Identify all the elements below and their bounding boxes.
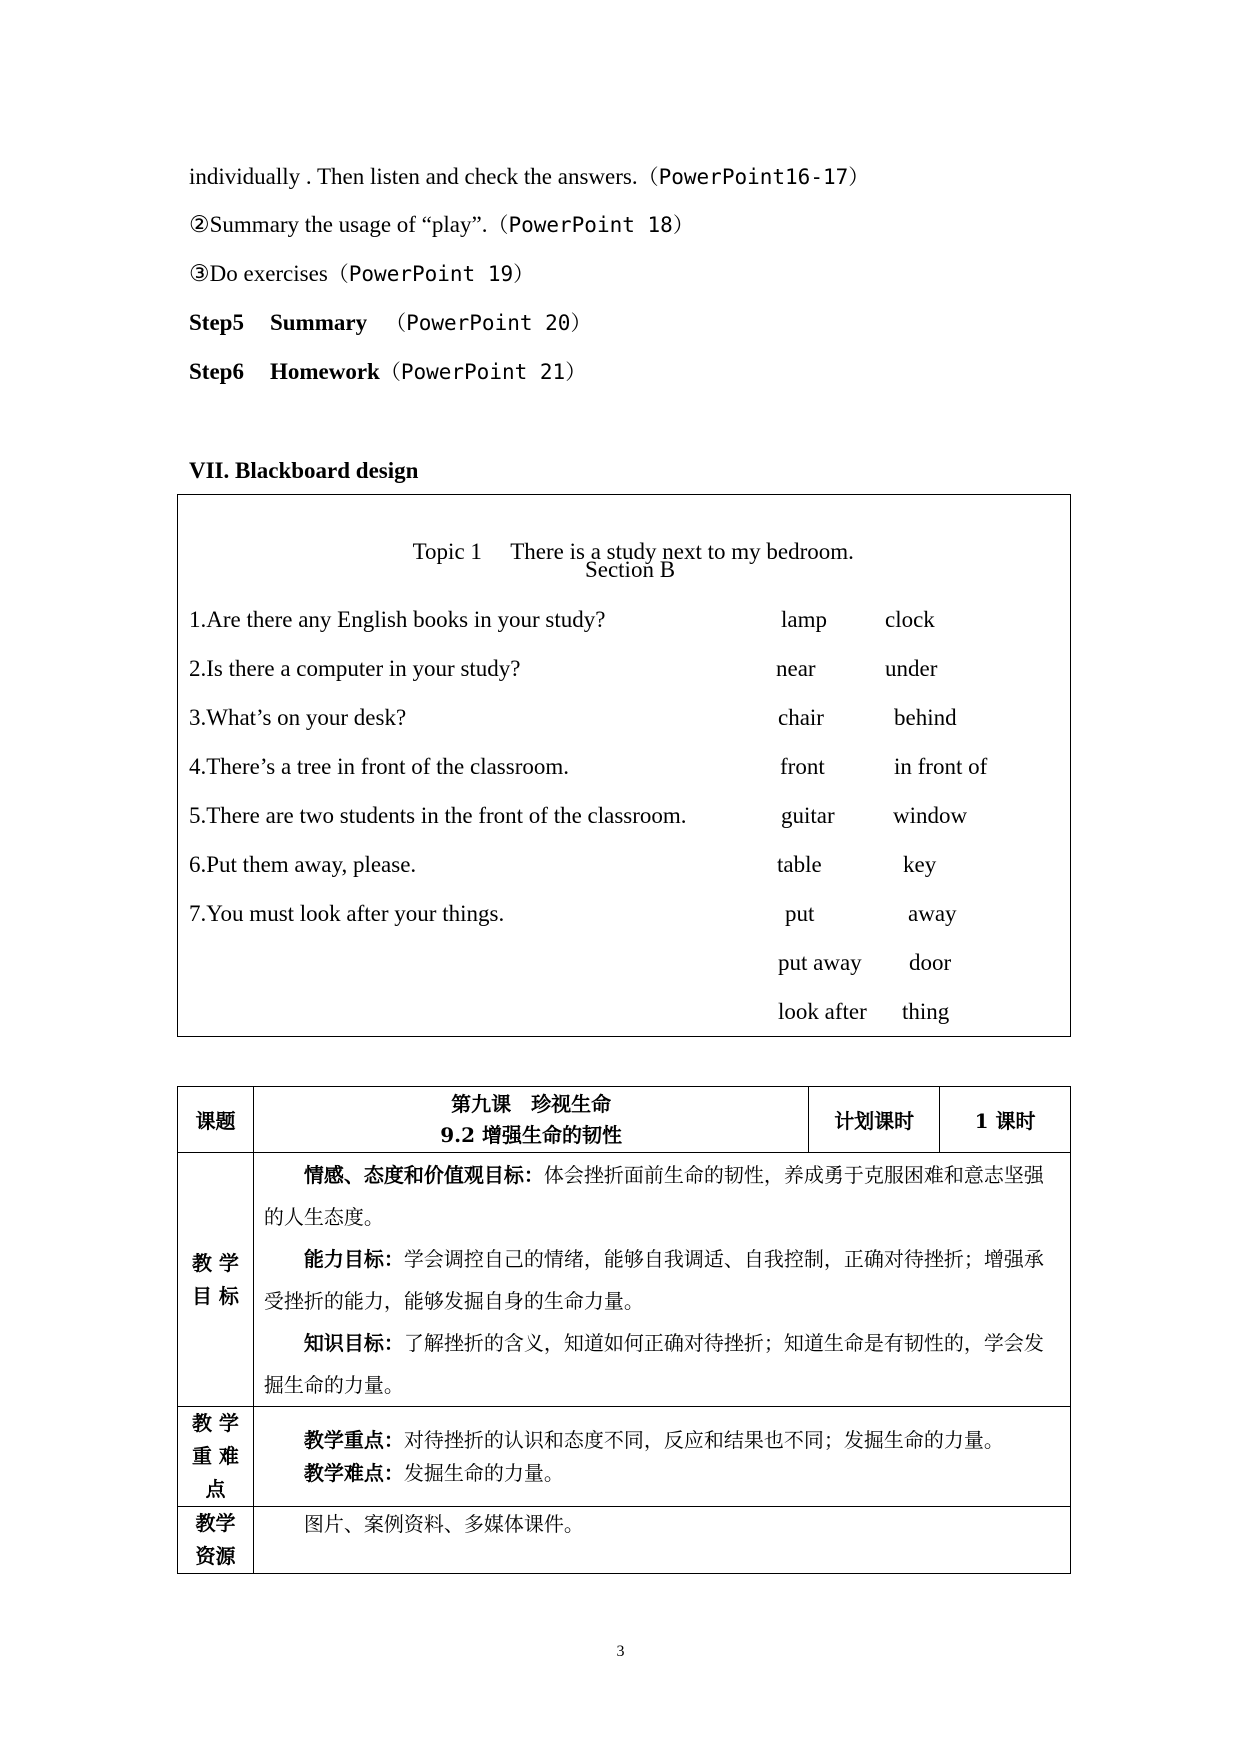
step-line-3-text: ③Do exercises — [189, 261, 328, 286]
sentence-7: 7.You must look after your things. — [189, 901, 505, 926]
word-right-5: window — [893, 803, 968, 828]
teaching-goals-label — [178, 1153, 254, 1407]
key-points-label — [178, 1407, 254, 1507]
blackboard-heading: VII. Blackboard design — [189, 458, 419, 483]
step-line-3-powerpoint: （PowerPoint 19） — [327, 262, 535, 286]
word-right-3: behind — [894, 705, 957, 730]
blackboard-box — [177, 494, 1071, 1037]
key-point-text: 对待挫折的认识和态度不同，反应和结果也不同；发掘生命的力量。 — [403, 1427, 1004, 1452]
teaching-goals-content — [253, 1153, 1070, 1407]
teaching-goals-row — [178, 1153, 1071, 1407]
planned-hours-value: 1 课时 — [940, 1087, 1071, 1153]
goal-ability — [254, 1238, 1070, 1322]
step6-title: Homework — [269, 359, 380, 384]
word-left-1: lamp — [781, 607, 827, 632]
difficult-point-head: 教学难点： — [303, 1460, 404, 1485]
lesson-plan-table — [177, 1086, 1071, 1574]
word-left-2: near — [776, 656, 816, 681]
word-right-6: key — [903, 852, 937, 877]
word-right-2: under — [885, 656, 938, 681]
resources-content — [253, 1507, 1070, 1574]
key-points-content — [253, 1407, 1070, 1507]
step6-line — [189, 357, 586, 387]
goal-emotion-head: 情感、态度和价值观目标： — [303, 1163, 544, 1187]
sentence-1: 1.Are there any English books in your study? — [189, 607, 606, 632]
step5-line — [189, 308, 591, 338]
keys-label-line-1: 教 学 — [191, 1411, 239, 1435]
step6-powerpoint: （PowerPoint 21） — [379, 360, 587, 384]
lesson-title — [253, 1087, 808, 1153]
goal-ability-head: 能力目标： — [303, 1247, 404, 1271]
sentence-2: 2.Is there a computer in your study? — [189, 656, 521, 681]
word-left-6: table — [777, 852, 822, 877]
resources-label-line-2: 资源 — [195, 1544, 236, 1568]
step-line-3 — [189, 259, 534, 289]
blackboard-topic-text: Topic 1 There is a study next to my bedroom. — [412, 539, 854, 564]
blackboard-section-text: Section B — [584, 557, 676, 582]
word-right-8: door — [909, 950, 952, 975]
keys-label-line-2: 重 难 — [191, 1444, 239, 1468]
goal-knowledge-text: 了解挫折的含义，知道如何正确对待挫折；知道生命是有韧性的，学会发掘生命的力量。 — [263, 1331, 1044, 1397]
step-line-2-text: ②Summary the usage of “play”. — [189, 212, 488, 237]
goals-label-line-2: 目 标 — [191, 1283, 239, 1308]
step-line-2 — [189, 210, 694, 240]
step-line-2-powerpoint: （PowerPoint 18） — [487, 213, 694, 237]
page-number: 3 — [616, 1643, 625, 1660]
keys-label-line-3: 点 — [205, 1477, 226, 1501]
sentence-5: 5.There are two students in the front of the classroom. — [189, 803, 687, 828]
step-line-1-text: individually . Then listen and check the answers. — [189, 164, 638, 189]
planned-hours-label: 计划课时 — [809, 1087, 940, 1153]
step5-label: Step5 — [189, 310, 244, 335]
key-point — [254, 1424, 1070, 1457]
resources-text: 图片、案例资料、多媒体课件。 — [303, 1512, 584, 1536]
word-left-7: put — [785, 901, 815, 926]
step5-powerpoint: （PowerPoint 20） — [385, 311, 592, 335]
goal-knowledge — [254, 1322, 1070, 1406]
resources-row — [178, 1507, 1071, 1574]
word-right-7: away — [908, 901, 957, 926]
step6-label: Step6 — [189, 359, 244, 384]
word-left-5: guitar — [781, 803, 835, 828]
resources-label-line-1: 教学 — [195, 1511, 236, 1535]
step5-title: Summary — [269, 310, 368, 335]
key-point-head: 教学重点： — [303, 1427, 404, 1452]
step-line-1 — [189, 162, 869, 192]
difficult-point-text: 发掘生命的力量。 — [403, 1460, 564, 1485]
goal-ability-text: 学会调控自己的情绪，能够自我调适、自我控制，正确对待挫折；增强承受挫折的能力，能够发掘自身的生命力量。 — [263, 1247, 1044, 1313]
word-left-9: look after — [778, 999, 867, 1024]
goals-label-line-1: 教 学 — [191, 1250, 239, 1275]
goal-emotion — [254, 1154, 1070, 1238]
sentence-3: 3.What’s on your desk? — [189, 705, 407, 730]
resources-label — [178, 1507, 254, 1574]
sentence-6: 6.Put them away, please. — [189, 852, 417, 877]
word-right-9: thing — [902, 999, 950, 1024]
lesson-title-line-1: 第九课 珍视生命 — [451, 1091, 612, 1116]
word-left-8: put away — [778, 950, 862, 975]
word-left-4: front — [780, 754, 825, 779]
key-points-row — [178, 1407, 1071, 1507]
word-right-4: in front of — [894, 754, 988, 779]
goal-knowledge-head: 知识目标： — [303, 1331, 404, 1355]
lesson-title-line-2: 9.2 增强生命的韧性 — [440, 1122, 622, 1147]
blackboard-section — [178, 555, 1070, 585]
sentence-4: 4.There’s a tree in front of the classroom. — [189, 754, 570, 779]
difficult-point — [254, 1457, 1070, 1490]
word-right-1: clock — [885, 607, 935, 632]
lesson-header-row — [178, 1087, 1071, 1153]
topic-label: 课题 — [178, 1087, 254, 1153]
step-line-1-powerpoint: （PowerPoint16-17） — [637, 165, 870, 189]
goal-emotion-text: 体会挫折面前生命的韧性，养成勇于克服困难和意志坚强的人生态度。 — [263, 1163, 1044, 1229]
word-left-3: chair — [778, 705, 824, 730]
